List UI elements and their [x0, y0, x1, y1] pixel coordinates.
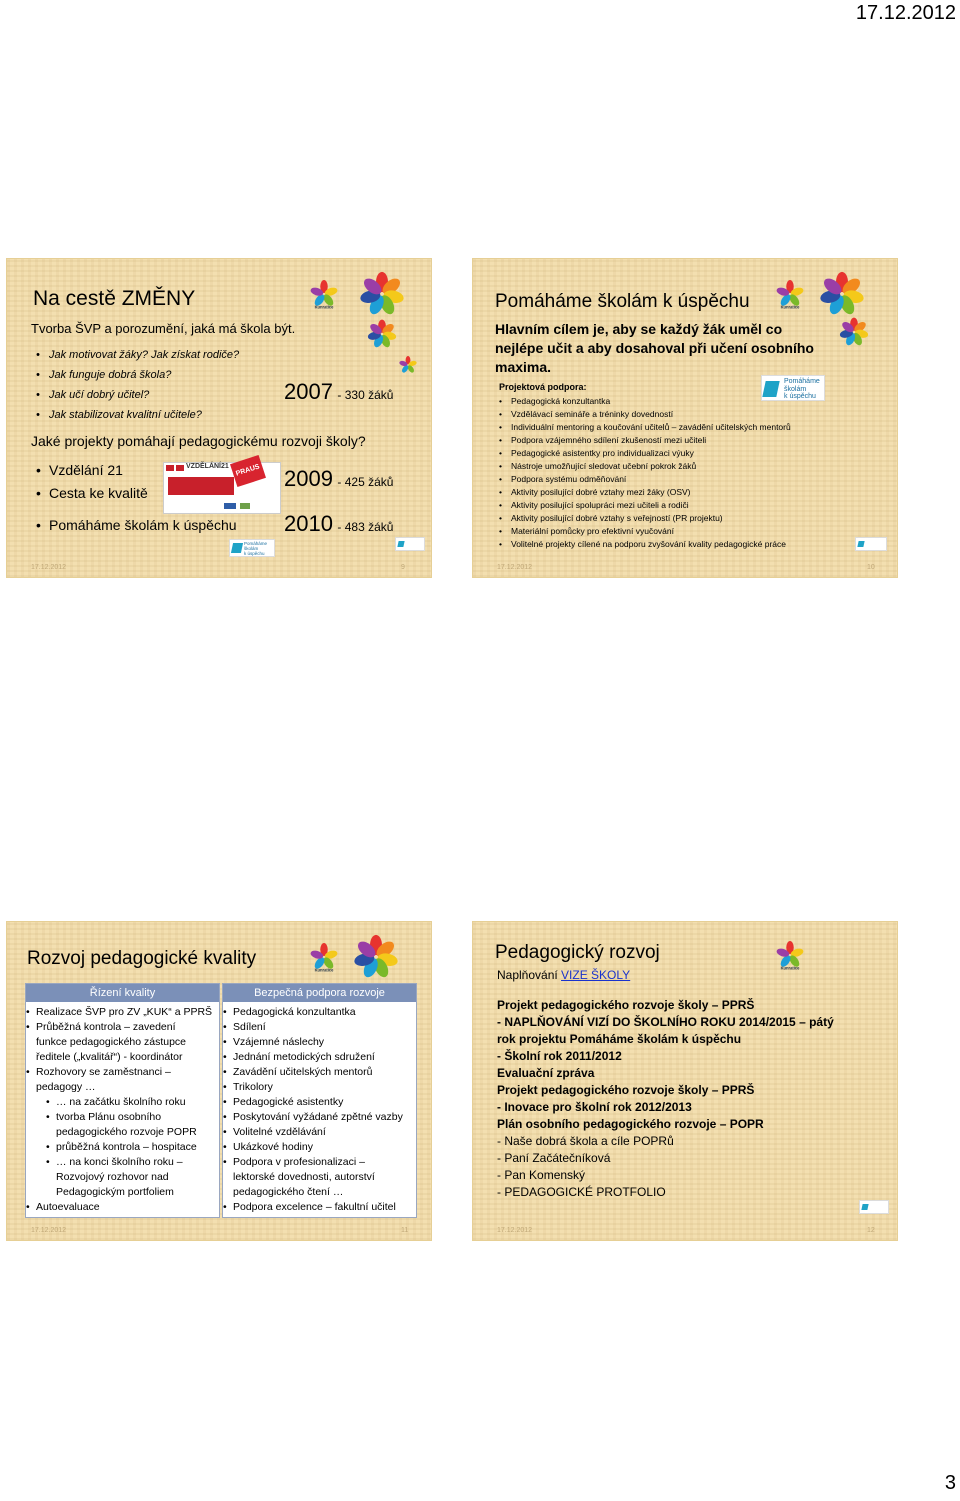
list-item: • Průběžná kontrola – zavedení: [26, 1020, 219, 1035]
flower-icon: [359, 271, 405, 317]
list-item: pedagogického čtení …: [233, 1186, 344, 1198]
list-item: Pedagogickým portfoliem: [56, 1186, 174, 1198]
year-row: [284, 466, 393, 492]
support-item: • Aktivity posilující dobré vztahy s veřejností (PR projektu): [511, 513, 723, 523]
list-item: pedagogického rozvoje POPR: [56, 1126, 197, 1138]
school-logo-icon: [773, 277, 807, 311]
banner-text: VZDĚLÁNÍ21: [186, 463, 229, 470]
list-item: lektorské dovednosti, autorství: [233, 1171, 375, 1183]
list-item: • Pedagogická konzultantka: [223, 1005, 416, 1020]
slide-footer-number: 12: [867, 1227, 875, 1234]
school-logo-icon: [307, 277, 341, 311]
list-item: • Trikolory: [223, 1080, 416, 1095]
support-column: [222, 983, 417, 1218]
slide-title: Pedagogický rozvoj: [495, 942, 660, 963]
slide-footer-number: 10: [867, 564, 875, 571]
slide-footer-date: 17.12.2012: [497, 564, 533, 571]
school-logo-icon: [307, 940, 341, 974]
content-line: - Paní Začátečníková: [497, 1151, 611, 1165]
praus-stamp: PRAUS: [230, 455, 266, 487]
slide-title: Na cestě ZMĚNY: [33, 287, 196, 310]
content-line: Plán osobního pedagogického rozvoje – POPR: [497, 1117, 764, 1131]
content-line: - Inovace pro školní rok 2012/2013: [497, 1100, 692, 1114]
project-item: • Pomáháme školám k úspěchu: [49, 517, 237, 533]
list-item: • Zavádění učitelských mentorů: [223, 1065, 416, 1080]
list-item: • Rozhovory se zaměstnanci –: [26, 1065, 219, 1080]
flower-icon: [839, 317, 869, 347]
header-date: 17.12.2012: [855, 2, 956, 24]
support-item: • Podpora systému odměňování: [511, 474, 626, 484]
slide-footer-number: 11: [401, 1227, 409, 1234]
support-item: • Podpora vzájemného sdílení zkušeností mezi učiteli: [511, 435, 706, 445]
vision-link[interactable]: VIZE ŠKOLY: [561, 968, 631, 982]
support-item: • Volitelné projekty cílené na podporu zvyšování kvality pedagogické práce: [511, 539, 786, 549]
projects-heading: Jaké projekty pomáhají pedagogickému rozvoji školy?: [31, 433, 366, 449]
list-item: • … na začátku školního roku: [26, 1095, 219, 1110]
slide-title: Pomáháme školám k úspěchu: [495, 291, 750, 312]
slide-footer-date: 17.12.2012: [31, 564, 67, 571]
slide-subtitle: Tvorba ŠVP a porozumění, jaká má škola být.: [31, 321, 296, 336]
list-item: • Ukázkové hodiny: [223, 1140, 416, 1155]
year-count: - 330 žáků: [337, 388, 394, 402]
content-line: Projekt pedagogického rozvoje školy – PPRŠ: [497, 998, 755, 1012]
pomahame-logo-icon: [855, 537, 887, 551]
slide-11: [6, 921, 432, 1241]
content-line: - Pan Komenský: [497, 1168, 586, 1182]
year-count: - 483 žáků: [337, 520, 394, 534]
support-item: • Vzdělávací semináře a tréninky dovedností: [511, 409, 673, 419]
list-item: • Sdílení: [223, 1020, 416, 1035]
flower-icon: [367, 319, 397, 349]
slide-footer-date: 17.12.2012: [497, 1227, 533, 1234]
support-item: • Aktivity posilující spolupráci mezi učiteli a rodiči: [511, 500, 689, 510]
list-item: • Realizace ŠVP pro ZV „KUK“ a PPRŠ: [26, 1005, 219, 1020]
page-number: 3: [944, 1472, 956, 1494]
list-item: • Poskytování vyžádané zpětné vazby: [223, 1110, 416, 1125]
year-count: - 425 žáků: [337, 475, 394, 489]
support-item: • Pedagogická konzultantka: [511, 396, 610, 406]
slide-footer-number: 9: [401, 564, 405, 571]
svg-text:Kunratice: Kunratice: [314, 304, 334, 310]
pomahame-logo-icon: [395, 537, 425, 551]
list-item: • … na konci školního roku –: [26, 1155, 219, 1170]
lead-text: Hlavním cílem je, aby se každý žák uměl co nejlépe učit a aby dosahoval při učení osobního maxima.: [495, 321, 814, 375]
list-item: pedagogy …: [36, 1081, 96, 1093]
svg-text:Kunratice: Kunratice: [314, 967, 334, 973]
column-list: [26, 1002, 219, 1215]
pomahame-logo-icon: Pomáháme školám k úspěchu: [229, 539, 275, 557]
column-header: Řízení kvality: [26, 984, 219, 1002]
year-value: 2007: [284, 379, 333, 404]
project-item: • Cesta ke kvalitě: [49, 485, 148, 501]
year-value: 2009: [284, 466, 333, 491]
list-item: Rozvojový rozhovor nad: [56, 1171, 169, 1183]
year-value: 2010: [284, 511, 333, 536]
school-logo-icon: [773, 938, 807, 972]
column-list: [223, 1002, 416, 1215]
content-line: - PEDAGOGICKÉ PROTFOLIO: [497, 1185, 666, 1199]
flower-icon: [353, 934, 399, 980]
slide-footer-date: 17.12.2012: [31, 1227, 67, 1234]
list-item: • průběžná kontrola – hospitace: [26, 1140, 219, 1155]
slide-10: [472, 258, 898, 578]
svg-text:Kunratice: Kunratice: [780, 304, 800, 310]
list-item: • Volitelné vzdělávání: [223, 1125, 416, 1140]
list-item: • Jednání metodických sdružení: [223, 1050, 416, 1065]
year-row: [284, 379, 393, 405]
question-item: • Jak funguje dobrá škola?: [49, 369, 171, 381]
content-line: Projekt pedagogického rozvoje školy – PPRŠ: [497, 1083, 755, 1097]
list-item: • Vzájemné náslechy: [223, 1035, 416, 1050]
quality-management-column: [25, 983, 220, 1218]
project-item: • Vzdělání 21: [49, 462, 123, 478]
flower-icon: [397, 354, 419, 376]
pomahame-logo-icon: Pomáháme školám k úspěchu: [761, 375, 825, 401]
support-item: • Aktivity posilující dobré vztahy mezi žáky (OSV): [511, 487, 691, 497]
slide-title: Rozvoj pedagogické kvality: [27, 948, 257, 969]
content-line: - NAPLŇOVÁNÍ VIZÍ DO ŠKOLNÍHO ROKU 2014/2015 – pátý: [497, 1015, 834, 1029]
slide-subtitle: Naplňování VIZE ŠKOLY: [497, 968, 631, 982]
support-item: • Materiální pomůcky pro efektivní vyučování: [511, 526, 674, 536]
list-item: • Podpora excelence – fakultní učitel: [223, 1200, 416, 1215]
list-item: • Podpora v profesionalizaci –: [223, 1155, 416, 1170]
slide-9: [6, 258, 432, 578]
content-line: - Školní rok 2011/2012: [497, 1049, 622, 1063]
support-item: • Nástroje umožňující sledovat učební pokrok žáků: [511, 461, 696, 471]
question-item: • Jak učí dobrý učitel?: [49, 389, 149, 401]
question-item: • Jak motivovat žáky? Jak získat rodiče?: [49, 349, 239, 361]
support-item: • Individuální mentoring a koučování učitelů – zavádění učitelských mentorů: [511, 422, 791, 432]
list-item: funkce pedagogického zástupce: [36, 1036, 187, 1048]
support-heading: Projektová podpora:: [499, 382, 587, 392]
content-line: Evaluační zpráva: [497, 1066, 595, 1080]
content-line: rok projektu Pomáháme školám k úspěchu: [497, 1032, 742, 1046]
flower-icon: [819, 271, 865, 317]
year-row: [284, 511, 393, 537]
list-item: ředitele („kvalitář“) - koordinátor: [36, 1051, 183, 1063]
pomahame-logo-icon: [859, 1200, 889, 1214]
svg-text:Kunratice: Kunratice: [780, 965, 800, 971]
two-column-table: [25, 983, 417, 1218]
column-header: Bezpečná podpora rozvoje: [223, 984, 416, 1002]
content-line: - Naše dobrá škola a cíle POPRů: [497, 1134, 674, 1148]
support-item: • Pedagogické asistentky pro individualizaci výuky: [511, 448, 694, 458]
list-item: • tvorba Plánu osobního: [26, 1110, 219, 1125]
list-item: • Pedagogické asistentky: [223, 1095, 416, 1110]
question-item: • Jak stabilizovat kvalitní učitele?: [49, 409, 202, 421]
list-item: • Autoevaluace: [26, 1200, 219, 1215]
slide-12: [472, 921, 898, 1241]
